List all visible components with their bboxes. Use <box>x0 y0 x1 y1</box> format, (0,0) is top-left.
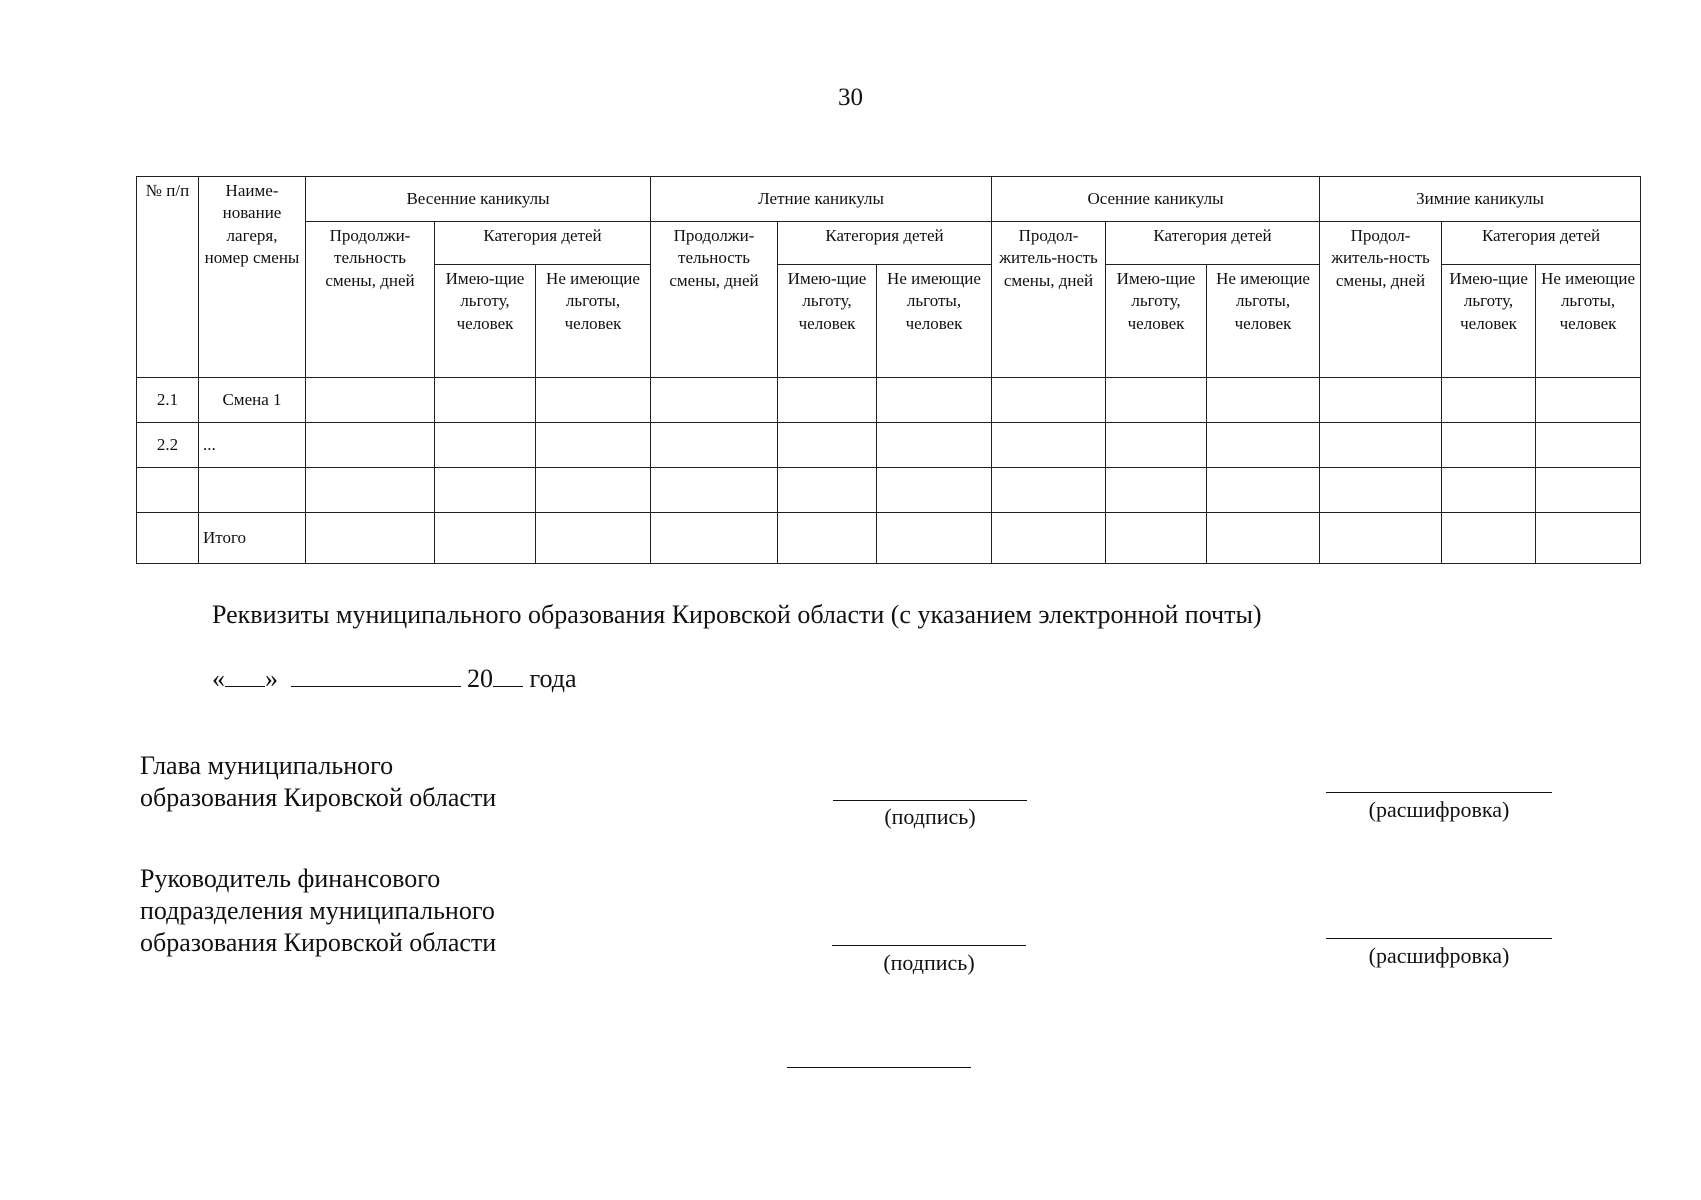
table-cell <box>1320 378 1442 423</box>
table-cell <box>1207 513 1320 564</box>
signature-line <box>832 945 1026 946</box>
date-suffix: года <box>529 664 577 693</box>
table-cell <box>435 423 536 468</box>
header-camp-name: Наиме-нование лагеря, номер смены <box>199 177 306 378</box>
day-blank <box>225 664 265 687</box>
date-line <box>212 664 577 694</box>
header-autumn-duration: Продол-житель-ность смены, дней <box>992 222 1106 378</box>
signature-line <box>833 800 1027 801</box>
header-spring-category: Категория детей <box>435 222 651 265</box>
row-name <box>199 468 306 513</box>
table-cell <box>1320 423 1442 468</box>
header-number: № п/п <box>137 177 199 378</box>
header-winter-category: Категория детей <box>1442 222 1641 265</box>
table-row <box>137 378 1641 423</box>
table-cell <box>1207 423 1320 468</box>
table-cell <box>778 468 877 513</box>
table-cell <box>1106 423 1207 468</box>
table-cell <box>1442 468 1536 513</box>
row-name: Смена 1 <box>199 378 306 423</box>
table-cell <box>306 468 435 513</box>
signatory-finance-title <box>140 863 496 959</box>
month-blank <box>291 664 461 687</box>
table-cell <box>536 378 651 423</box>
table-cell <box>435 513 536 564</box>
header-autumn-category: Категория детей <box>1106 222 1320 265</box>
header-winter-with-benefit: Имею-щие льготу, человек <box>1442 265 1536 378</box>
table-cell <box>536 423 651 468</box>
table-cell <box>1207 468 1320 513</box>
decode-line <box>1326 792 1552 793</box>
table-cell <box>1106 378 1207 423</box>
header-spring-holidays: Весенние каникулы <box>306 177 651 222</box>
header-autumn-holidays: Осенние каникулы <box>992 177 1320 222</box>
table-cell <box>992 513 1106 564</box>
signatory-title-line: Руководитель финансового <box>140 864 441 893</box>
table-cell <box>651 423 778 468</box>
table-row <box>137 468 1641 513</box>
table-cell <box>306 513 435 564</box>
table-cell <box>536 468 651 513</box>
signatory-title-line: образования Кировской области <box>140 783 497 812</box>
table-cell <box>778 378 877 423</box>
table-row-total <box>137 513 1641 564</box>
table-cell <box>992 468 1106 513</box>
row-number: 2.1 <box>137 378 199 423</box>
year-blank <box>493 664 523 687</box>
table-row <box>137 423 1641 468</box>
table-cell <box>1536 468 1641 513</box>
signature-caption: (подпись) <box>884 804 976 829</box>
page-number: 30 <box>838 84 863 111</box>
table-cell <box>651 513 778 564</box>
header-winter-duration: Продол-житель-ность смены, дней <box>1320 222 1442 378</box>
camp-shifts-table <box>136 176 1641 564</box>
header-spring-without-benefit: Не имеющие льготы, человек <box>536 265 651 378</box>
table-cell <box>877 378 992 423</box>
table-cell <box>1320 513 1442 564</box>
table-cell <box>1320 468 1442 513</box>
table-cell <box>1442 378 1536 423</box>
header-summer-without-benefit: Не имеющие льготы, человек <box>877 265 992 378</box>
row-number: 2.2 <box>137 423 199 468</box>
decode-caption: (расшифровка) <box>1368 943 1510 968</box>
end-of-document-line <box>787 1067 971 1068</box>
table-cell <box>651 378 778 423</box>
header-spring-with-benefit: Имею-щие льготу, человек <box>435 265 536 378</box>
table-cell <box>778 513 877 564</box>
table-cell <box>877 513 992 564</box>
table-cell <box>1106 513 1207 564</box>
table-cell <box>1106 468 1207 513</box>
header-summer-with-benefit: Имею-щие льготу, человек <box>778 265 877 378</box>
table-cell <box>877 468 992 513</box>
table-cell <box>435 468 536 513</box>
signatory-title-line: образования Кировской области <box>140 928 497 957</box>
table-cell <box>1536 513 1641 564</box>
table-cell <box>435 378 536 423</box>
signatory-title-line: Глава муниципального <box>140 751 394 780</box>
table-cell <box>306 378 435 423</box>
row-name: ... <box>199 423 306 468</box>
table-cell <box>1536 423 1641 468</box>
table-cell <box>1442 513 1536 564</box>
table-cell <box>877 423 992 468</box>
table-cell <box>306 423 435 468</box>
date-open-quote: « <box>212 664 225 693</box>
signature-caption: (подпись) <box>883 950 975 975</box>
table-cell <box>992 423 1106 468</box>
row-number <box>137 513 199 564</box>
table-cell <box>992 378 1106 423</box>
row-name: Итого <box>199 513 306 564</box>
header-autumn-with-benefit: Имею-щие льготу, человек <box>1106 265 1207 378</box>
requisites-text: Реквизиты муниципального образования Кировской области (с указанием электронной почты) <box>212 600 1262 629</box>
decode-line <box>1326 938 1552 939</box>
header-summer-category: Категория детей <box>778 222 992 265</box>
table-cell <box>536 513 651 564</box>
row-number <box>137 468 199 513</box>
year-prefix: 20 <box>467 664 493 693</box>
header-autumn-without-benefit: Не имеющие льготы, человек <box>1207 265 1320 378</box>
header-winter-without-benefit: Не имеющие льготы, человек <box>1536 265 1641 378</box>
table-cell <box>651 468 778 513</box>
header-summer-holidays: Летние каникулы <box>651 177 992 222</box>
decode-caption: (расшифровка) <box>1368 797 1510 822</box>
signatory-head-title <box>140 750 496 814</box>
header-spring-duration: Продолжи-тельность смены, дней <box>306 222 435 378</box>
table-cell <box>1536 378 1641 423</box>
table-cell <box>1207 378 1320 423</box>
date-close-quote: » <box>265 664 278 693</box>
table-cell <box>1442 423 1536 468</box>
header-summer-duration: Продолжи-тельность смены, дней <box>651 222 778 378</box>
signatory-title-line: подразделения муниципального <box>140 896 495 925</box>
table-cell <box>778 423 877 468</box>
header-winter-holidays: Зимние каникулы <box>1320 177 1641 222</box>
